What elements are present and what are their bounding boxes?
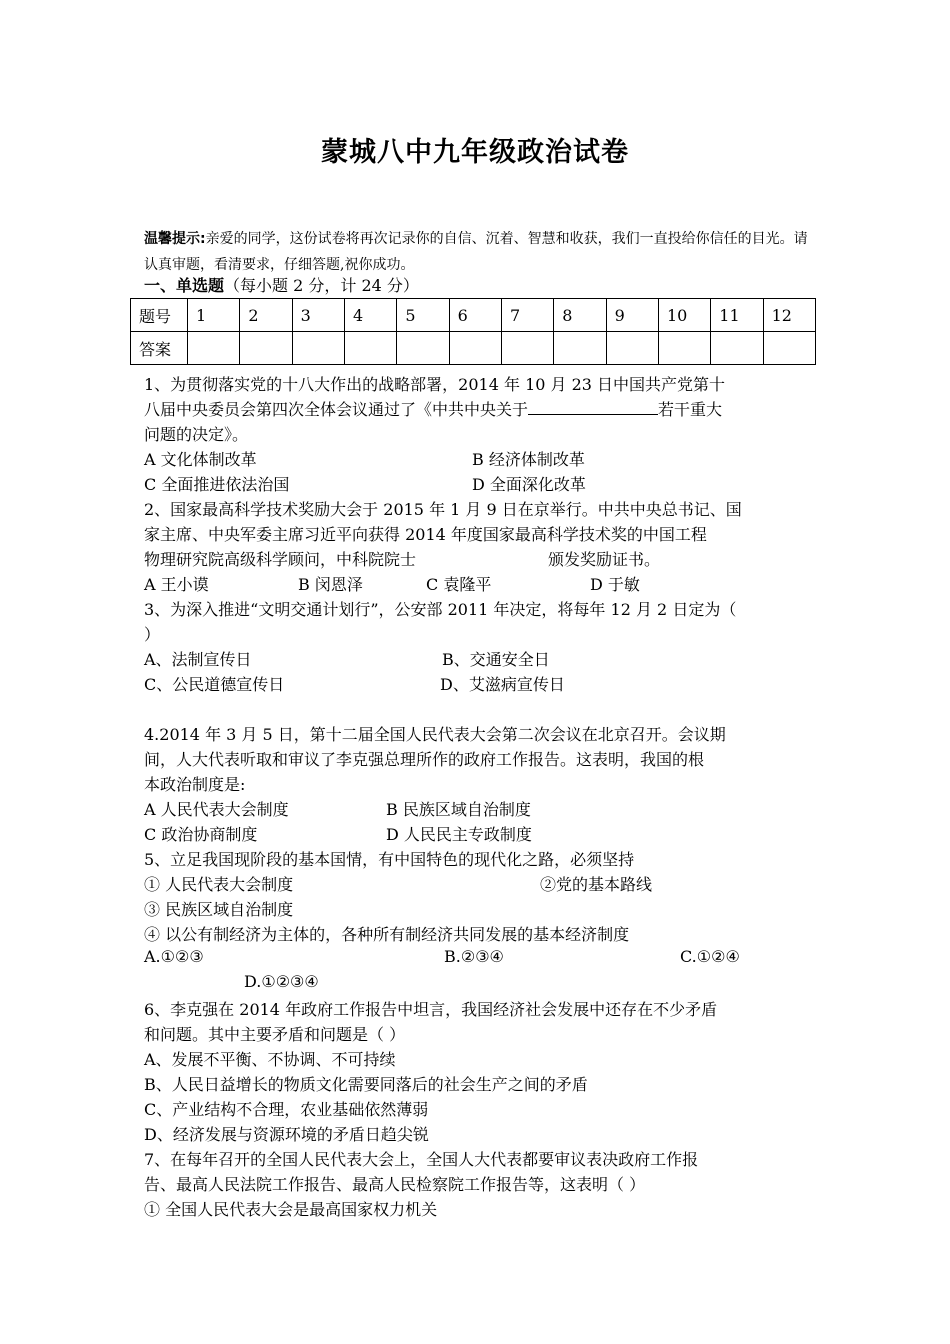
q1-stem: 八届中央委员会第四次全体会议通过了《中共中央关于 xyxy=(144,400,529,419)
question-number-cell: 10 xyxy=(658,299,710,332)
answer-table-number-row xyxy=(131,299,816,332)
q1-line: 问题的决定》。 xyxy=(144,425,249,444)
q5-item: ③ 民族区域自治制度 xyxy=(144,900,294,919)
q2-line: 物理研究院高级科学顾问，中科院院士 xyxy=(144,550,417,569)
q1-option-d: D 全面深化改革 xyxy=(472,475,586,494)
q1-line: 1、为贯彻落实党的十八大作出的战略部署，2014 年 10 月 23 日中国共产党第十 xyxy=(144,375,726,394)
q2-line-tail: 颁发奖励证书。 xyxy=(548,550,661,569)
q4-option-d: D 人民民主专政制度 xyxy=(386,825,532,844)
section-label: 一、单选题 xyxy=(144,276,225,295)
q1-stem-tail: 若干重大 xyxy=(658,400,723,419)
q2-option-a: A 王小谟 xyxy=(144,575,209,594)
q6-option-d: D、经济发展与资源环境的矛盾日趋尖锐 xyxy=(144,1125,429,1144)
answer-table-answer-row xyxy=(131,332,816,365)
q5-option-a: A.①②③ xyxy=(144,947,204,966)
warm-tip xyxy=(144,226,816,278)
q4-option-b: B 民族区域自治制度 xyxy=(386,800,531,819)
question-number-cell: 5 xyxy=(397,299,449,332)
q4-line: 4.2014 年 3 月 5 日，第十二届全国人民代表大会第二次会议在北京召开。会议期 xyxy=(144,725,726,744)
question-number-cell: 9 xyxy=(606,299,658,332)
q1-blank xyxy=(528,398,658,415)
question-number-cell: 1 xyxy=(188,299,240,332)
q3-line: ） xyxy=(144,625,161,644)
answer-cell[interactable] xyxy=(501,332,553,365)
answer-cell[interactable] xyxy=(240,332,292,365)
q6-option-a: A、发展不平衡、不协调、不可持续 xyxy=(144,1050,396,1069)
q3-option-d: D、艾滋病宣传日 xyxy=(440,675,565,694)
q1-option-c: C 全面推进依法治国 xyxy=(144,475,290,494)
q1-option-a: A 文化体制改革 xyxy=(144,450,257,469)
row-header-number: 题号 xyxy=(131,299,188,332)
q2-option-b: B 闵恩泽 xyxy=(298,575,363,594)
q6-line: 和问题。其中主要矛盾和问题是（ ） xyxy=(144,1025,406,1044)
question-number-cell: 11 xyxy=(711,299,763,332)
q5-option-c: C.①②④ xyxy=(680,947,740,966)
q7-item: ① 全国人民代表大会是最高国家权力机关 xyxy=(144,1200,438,1219)
q5-option-d: D.①②③④ xyxy=(244,972,319,991)
q1-option-b: B 经济体制改革 xyxy=(472,450,585,469)
question-number-cell: 12 xyxy=(763,299,815,332)
q6-line: 6、李克强在 2014 年政府工作报告中坦言，我国经济社会发展中还存在不少矛盾 xyxy=(144,1000,718,1019)
question-number-cell: 7 xyxy=(501,299,553,332)
q6-option-c: C、产业结构不合理，农业基础依然薄弱 xyxy=(144,1100,429,1119)
q2-line: 家主席、中央军委主席习近平向获得 2014 年度国家最高科学技术奖的中国工程 xyxy=(144,525,707,544)
answer-table xyxy=(130,298,816,365)
answer-cell[interactable] xyxy=(711,332,763,365)
question-number-cell: 6 xyxy=(449,299,501,332)
q7-line: 7、在每年召开的全国人民代表大会上，全国人大代表都要审议表决政府工作报 xyxy=(144,1150,699,1169)
question-number-cell: 4 xyxy=(344,299,396,332)
q5-item: ②党的基本路线 xyxy=(540,875,653,894)
answer-cell[interactable] xyxy=(344,332,396,365)
q4-line: 本政治制度是: xyxy=(144,775,246,794)
answer-cell[interactable] xyxy=(763,332,815,365)
answer-cell[interactable] xyxy=(554,332,606,365)
section-heading xyxy=(144,275,419,297)
answer-cell[interactable] xyxy=(397,332,449,365)
q4-line: 间，人大代表听取和审议了李克强总理所作的政府工作报告。这表明，我国的根 xyxy=(144,750,705,769)
question-number-cell: 2 xyxy=(240,299,292,332)
question-number-cell: 8 xyxy=(554,299,606,332)
row-header-answer: 答案 xyxy=(131,332,188,365)
q5-item: ④ 以公有制经济为主体的，各种所有制经济共同发展的基本经济制度 xyxy=(144,925,630,944)
q3-line: 3、为深入推进“文明交通计划行”，公安部 2011 年决定，将每年 12 月 2 日定为（ xyxy=(144,600,737,619)
q1-line xyxy=(144,397,722,420)
q4-option-a: A 人民代表大会制度 xyxy=(144,800,289,819)
q4-option-c: C 政治协商制度 xyxy=(144,825,258,844)
answer-cell[interactable] xyxy=(658,332,710,365)
answer-cell[interactable] xyxy=(606,332,658,365)
q2-option-d: D 于敏 xyxy=(590,575,640,594)
q5-item: ① 人民代表大会制度 xyxy=(144,875,294,894)
q3-option-b: B、交通安全日 xyxy=(442,650,550,669)
q5-line: 5、立足我国现阶段的基本国情，有中国特色的现代化之路，必须坚持 xyxy=(144,850,635,869)
exam-title: 蒙城八中九年级政治试卷 xyxy=(321,137,629,168)
q5-option-b: B.②③④ xyxy=(444,947,504,966)
answer-cell[interactable] xyxy=(188,332,240,365)
answer-cell[interactable] xyxy=(449,332,501,365)
question-number-cell: 3 xyxy=(292,299,344,332)
q3-option-c: C、公民道德宣传日 xyxy=(144,675,285,694)
q6-option-b: B、人民日益增长的物质文化需要同落后的社会生产之间的矛盾 xyxy=(144,1075,588,1094)
warm-tip-text: 亲爱的同学，这份试卷将再次记录你的自信、沉着、智慧和收获，我们一直投给你信任的目光。请认真审题，看清要求，仔细答题,祝你成功。 xyxy=(144,231,808,273)
q2-line: 2、国家最高科学技术奖励大会于 2015 年 1 月 9 日在京举行。中共中央总书记、国 xyxy=(144,500,742,519)
section-note: （每小题 2 分，计 24 分） xyxy=(224,276,419,295)
q2-option-c: C 袁隆平 xyxy=(426,575,492,594)
q3-option-a: A、法制宣传日 xyxy=(144,650,252,669)
q7-line: 告、最高人民法院工作报告、最高人民检察院工作报告等，这表明（ ） xyxy=(144,1175,646,1194)
warm-tip-label: 温馨提示: xyxy=(144,231,206,247)
answer-cell[interactable] xyxy=(292,332,344,365)
